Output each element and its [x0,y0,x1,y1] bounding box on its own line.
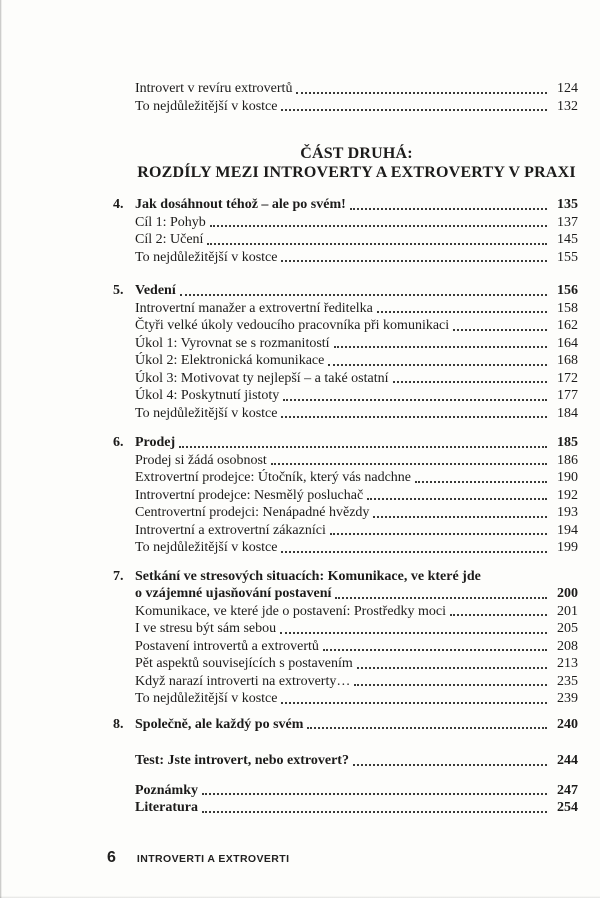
entry-page: 172 [557,370,578,386]
entry-title: Společně, ale každý po svém [135,716,304,732]
chapter-number: 4. [113,197,124,212]
entry-page: 184 [557,405,578,421]
toc-entry [135,98,578,116]
toc-entry [135,352,578,370]
toc-entry [135,300,578,318]
entry-title: Jak dosáhnout téhož – ale po svém! [135,197,346,212]
entry-page: 199 [557,540,578,555]
entry-page: 132 [557,98,578,114]
entry-page: 185 [557,435,578,450]
entry-title: Centrovertní prodejci: Nenápadné hvězdy [135,505,370,520]
toc-entry [135,80,578,98]
toc-entry [135,638,578,656]
entry-page: 124 [557,81,578,96]
dot-leader [350,208,547,210]
dot-leader [281,109,547,111]
entry-page: 235 [557,673,578,689]
toc-entry [135,522,578,540]
entry-page: 164 [557,335,578,351]
entry-title: Úkol 3: Motivovat ty nejlepší – a také ostatní [135,370,389,386]
dot-leader [180,294,547,296]
entry-title: Setkání ve stresových situacích: Komunikace, ve které jde [135,568,481,584]
dot-leader [296,92,547,94]
dot-leader [330,533,547,535]
entry-title: Introvertní manažer a extrovertní ředitelka [135,300,373,316]
part-heading [135,144,578,182]
dot-leader [281,702,547,704]
entry-title: Test: Jste introvert, nebo extrovert? [135,753,349,768]
toc-entry [135,469,578,487]
dot-leader [210,225,547,227]
entry-title: Úkol 1: Vyrovnat se s rozmanitostí [135,335,330,351]
dot-leader [281,551,547,553]
entry-page: 135 [557,197,578,212]
dot-leader [307,727,547,729]
entry-title: Když narazí introverti na extroverty… [135,673,351,689]
toc-entry [135,405,578,423]
toc-chapter-entry-wrap [135,585,578,603]
dot-leader [353,764,547,766]
dot-leader [280,632,547,634]
toc-entry [135,231,578,249]
entry-title: Prodej [135,435,176,450]
entry-title: Vedení [135,283,176,298]
dot-leader [281,416,547,418]
entry-page: 194 [557,522,578,538]
part-heading-line2: ROZDÍLY MEZI INTROVERTY A EXTROVERTY V PRAXI [137,164,576,181]
entry-page: 192 [557,487,578,503]
entry-title: Poznámky [135,782,198,798]
toc-entry [135,387,578,405]
page-footer [107,849,289,867]
part-heading-line1: ČÁST DRUHÁ: [300,145,413,162]
dot-leader [283,399,547,401]
chapter-number: 6. [113,435,124,450]
chapter-number: 7. [113,568,124,584]
entry-page: 177 [557,388,578,403]
toc-entry [135,673,578,691]
entry-page: 205 [557,621,578,636]
chapter-number: 5. [113,283,124,298]
toc-entry [135,620,578,638]
toc-entry [135,539,578,557]
entry-title: Prodej si žádá osobnost [135,452,267,468]
entry-title: Introvertní prodejce: Nesmělý posluchač [135,487,364,503]
running-title: INTROVERTI A EXTROVERTI [136,853,290,865]
toc-entry-notes [135,782,578,800]
entry-page: 247 [557,782,578,798]
toc-chapter-entry [113,434,578,452]
entry-page: 193 [557,505,578,520]
toc-entry-test [135,752,578,770]
entry-page: 186 [557,452,578,468]
dot-leader [202,793,547,795]
entry-page: 155 [557,249,578,265]
dot-leader [323,649,547,651]
entry-page: 168 [557,353,578,368]
entry-title: To nejdůležitější v kostce [135,691,278,706]
dot-leader [450,614,547,616]
entry-page: 158 [557,300,578,316]
dot-leader [373,516,547,518]
entry-title: Cíl 1: Pohyb [135,214,206,230]
toc-entry [135,690,578,708]
toc-entry-bibliography [135,799,578,817]
entry-page: 200 [557,586,578,601]
scan-edge-left [0,0,2,898]
toc-entry [135,317,578,335]
entry-title: I ve stresu být sám sebou [135,621,277,636]
toc-entry [135,487,578,505]
entry-page: 145 [557,232,578,247]
entry-title: To nejdůležitější v kostce [135,540,278,555]
entry-title: Úkol 4: Poskytnutí jistoty [135,388,280,403]
dot-leader [334,346,547,348]
dot-leader [415,481,547,483]
toc-chapter-entry [113,716,578,734]
entry-page: 162 [557,318,578,333]
toc-entry [135,214,578,232]
toc-entry [135,603,578,621]
chapter-number: 8. [113,716,124,732]
entry-title: To nejdůležitější v kostce [135,405,278,421]
dot-leader [354,684,547,686]
entry-title: Postavení introvertů a extrovertů [135,638,319,654]
dot-leader [328,364,547,366]
toc-entry [135,452,578,470]
dot-leader [335,597,547,599]
dot-leader [202,811,547,813]
toc-entry [135,504,578,522]
page-number: 6 [107,849,116,866]
toc-chapter-entry [113,196,578,214]
dot-leader [281,260,547,262]
entry-title: Literatura [135,800,198,815]
dot-leader [393,381,547,383]
toc-entry [135,655,578,673]
entry-title: Komunikace, ve které jde o postavení: Prostředky moci [135,603,447,619]
dot-leader [207,243,547,245]
entry-page: 240 [557,716,578,732]
entry-title: Čtyři velké úkoly vedoucího pracovníka při komunikaci [135,318,450,333]
toc-chapter-entry [113,282,578,300]
entry-title: Extrovertní prodejce: Útočník, který vás nadchne [135,470,412,485]
entry-page: 208 [557,638,578,654]
entry-page: 244 [557,753,578,768]
table-of-contents [113,80,578,817]
dot-leader [367,498,547,500]
dot-leader [179,446,547,448]
entry-page: 156 [557,283,578,298]
dot-leader [271,463,547,465]
entry-title: Introvert v revíru extrovertů [135,81,293,96]
entry-title: Introvertní a extrovertní zákazníci [135,522,326,538]
entry-page: 239 [557,691,578,706]
entry-title: Úkol 2: Elektronická komunikace [135,353,325,368]
entry-title: To nejdůležitější v kostce [135,249,278,265]
toc-chapter-entry [113,568,578,586]
dot-leader [377,311,547,313]
toc-entry [135,370,578,388]
dot-leader [357,667,547,669]
entry-title: Cíl 2: Učení [135,232,204,247]
entry-page: 190 [557,470,578,485]
toc-entry [135,249,578,267]
toc-entry [135,335,578,353]
entry-title: To nejdůležitější v kostce [135,98,278,114]
entry-page: 137 [557,214,578,230]
entry-page: 201 [557,603,578,619]
entry-title: o vzájemné ujasňování postavení [135,586,332,601]
entry-page: 254 [557,800,578,815]
entry-title: Pět aspektů souvisejících s postavením [135,656,353,671]
dot-leader [453,329,547,331]
entry-page: 213 [557,656,578,671]
